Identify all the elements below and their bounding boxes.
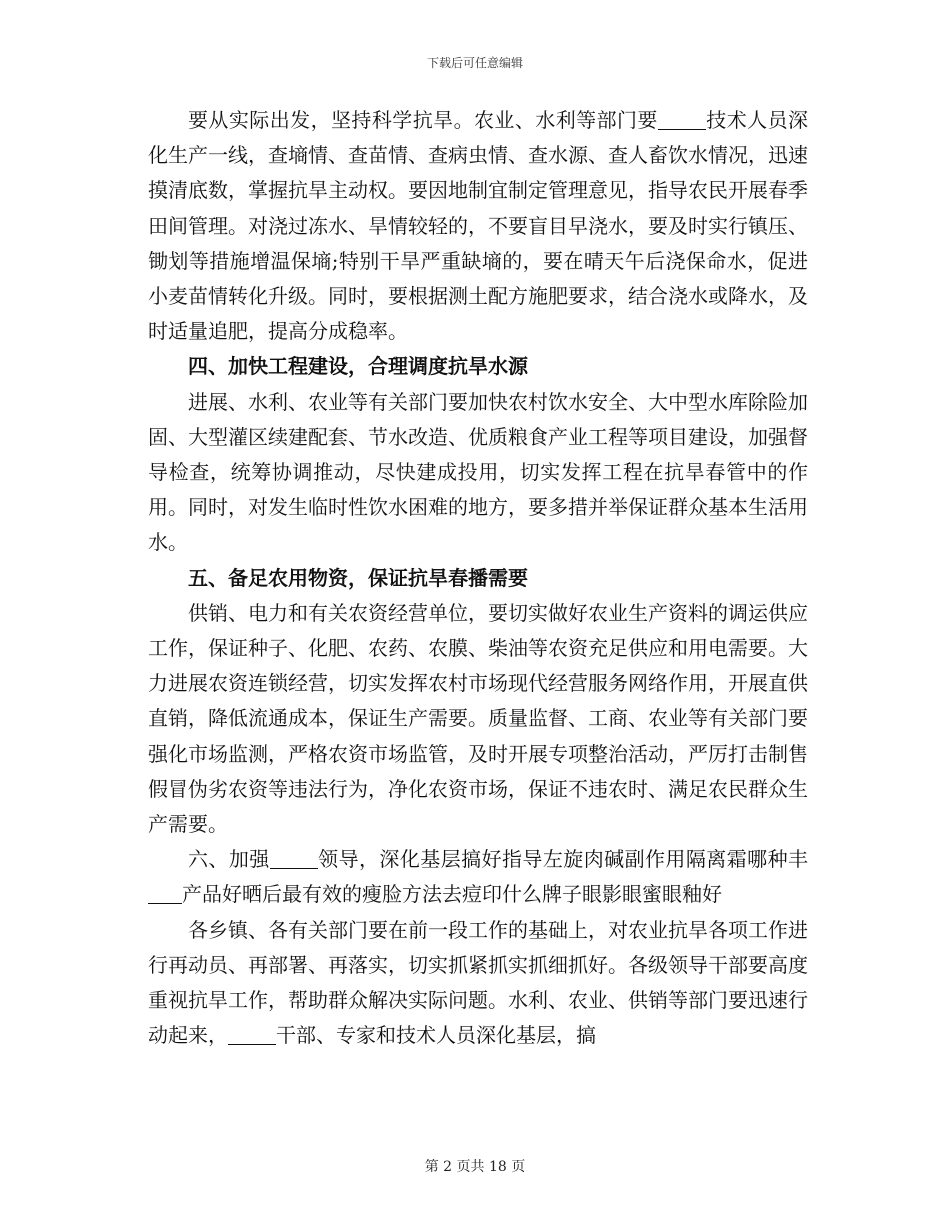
section-heading-4: 四、加快工程建设，合理调度抗旱水源	[188, 354, 528, 379]
text-segment: 干部、专家和技术人员深化基层，搞	[276, 1023, 596, 1048]
fill-blank	[270, 848, 318, 869]
document-body	[148, 103, 808, 1053]
text-segment: 领导，深化基层搞好指导左旋肉碱副作用隔离霜哪种丰	[317, 847, 809, 872]
fill-blank	[658, 109, 706, 130]
paragraph-water-projects: 进展、水利、农业等有关部门要加快农村饮水安全、大中型水库除险加固、大型灌区续建配套、节水改造、优质粮食产业工程等项目建设，加强督导检查，统筹协调推动，尽快建成投用，切实发挥工程在抗旱春管中的作用。同时，对发生临时性饮水困难的地方，要多措并举保证群众基本生活用水。	[148, 389, 808, 555]
text-segment: 各乡镇、各有关部门要在前一段工作的基础上，对农业抗旱各项工作进行再动员、再部署、再落实，切实抓紧抓实抓细抓好。各级领导干部要高度重视抗旱工作，帮助群众解决实际问题。水利、农业、供销等部门要迅速行动起来，	[148, 917, 808, 1048]
paragraph-agricultural-supplies: 供销、电力和有关农资经营单位，要切实做好农业生产资料的调运供应工作，保证种子、化肥、农药、农膜、柴油等农资充足供应和用电需要。大力进展农资连锁经营，切实发挥农村市场现代经营服务网络作用，开展直供直销，降低流通成本，保证生产需要。质量监督、工商、农业等有关部门要强化市场监测，严格农资市场监管，及时开展专项整治活动，严厉打击制售假冒伪劣农资等违法行为，净化农资市场，保证不违农时、满足农民群众生产需要。	[148, 600, 808, 837]
section-heading-6	[148, 842, 808, 912]
fill-blank	[228, 1024, 276, 1045]
text-segment: 产品好晒后最有效的瘦脸方法去痘印什么牌子眼影眼蜜眼釉好	[182, 882, 722, 907]
page-header: 下载后可任意编辑	[426, 56, 523, 70]
paragraph-leadership	[148, 913, 808, 1054]
text-segment: 技术人员深化生产一线，查墒情、查苗情、查病虫情、查水源、查人畜饮水情况，迅速摸清底数，掌握抗旱主动权。要因地制宜制定管理意见，指导农民开展春季田间管理。对浇过冻水、旱情较轻的，不要盲目早浇水，要及时实行镇压、锄划等措施增温保墒;特别干旱严重缺墒的，要在晴天午后浇保命水，促进小麦苗情转化升级。同时，要根据测土配方施肥要求，结合浇水或降水，及时适量追肥，提高分成稳率。	[148, 108, 809, 344]
text-segment: 六、加强	[188, 847, 270, 872]
section-heading-5: 五、备足农用物资，保证抗旱春播需要	[188, 565, 528, 590]
page-number: 第 2 页共 18 页	[424, 1159, 526, 1175]
text-segment: 要从实际出发，坚持科学抗旱。农业、水利等部门要	[188, 108, 658, 132]
paragraph-scientific-drought-resistance	[148, 103, 808, 349]
fill-blank	[148, 883, 182, 904]
